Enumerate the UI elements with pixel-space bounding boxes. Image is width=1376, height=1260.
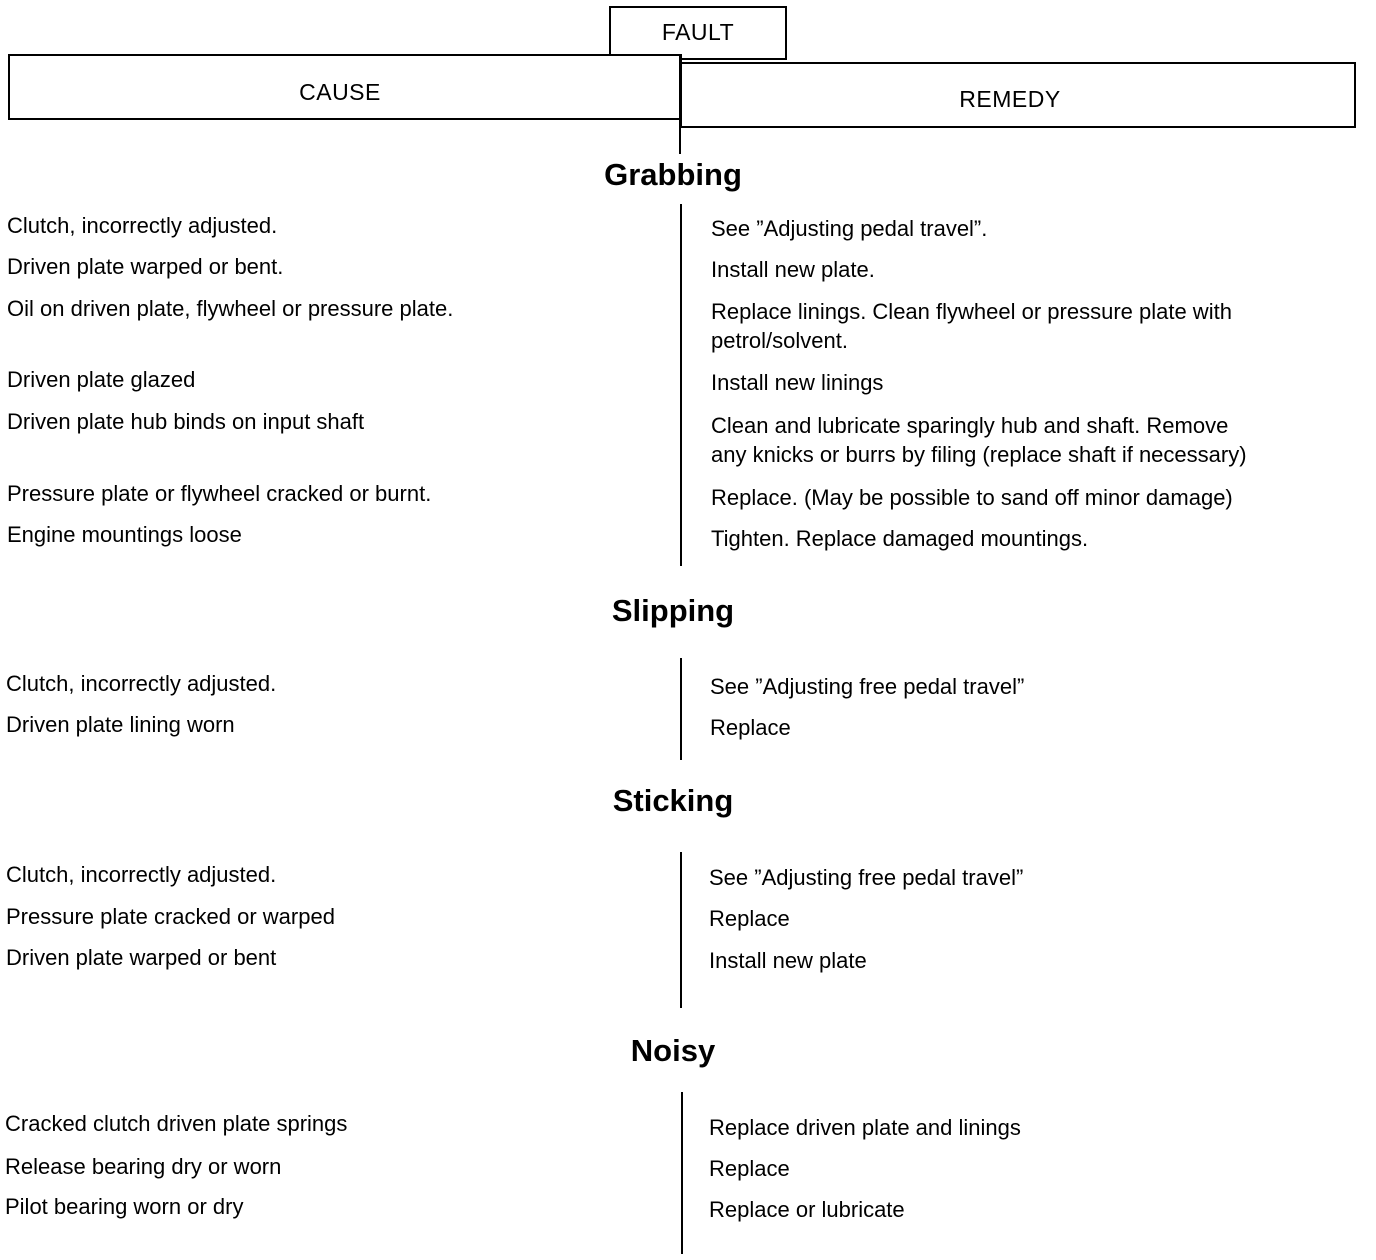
cause-text: Cracked clutch driven plate springs <box>5 1111 348 1136</box>
section-title-noisy: Noisy <box>630 1033 716 1068</box>
remedy-text: Replace <box>709 1156 790 1181</box>
cause-text: Driven plate warped or bent <box>6 945 277 970</box>
cause-text: Release bearing dry or worn <box>5 1154 282 1179</box>
cause-text: Driven plate hub binds on input shaft <box>7 409 365 434</box>
section-title-grabbing: Grabbing <box>604 157 742 192</box>
fault-header-label: FAULT <box>661 19 735 45</box>
cause-text: Driven plate warped or bent. <box>7 254 284 279</box>
cause-text: Pilot bearing worn or dry <box>5 1194 244 1219</box>
remedy-text: Tighten. Replace damaged mountings. <box>711 526 1089 551</box>
remedy-text: Replace <box>710 715 791 740</box>
remedy-text: Install new plate. <box>711 257 875 282</box>
section-title-slipping: Slipping <box>611 593 735 628</box>
remedy-text: See ”Adjusting free pedal travel” <box>709 865 1024 890</box>
remedy-text: See ”Adjusting free pedal travel” <box>710 674 1025 699</box>
remedy-text: Install new plate <box>709 948 867 973</box>
remedy-header-label: REMEDY <box>959 86 1061 112</box>
cause-text: Clutch, incorrectly adjusted. <box>6 862 277 887</box>
remedy-text: Replace or lubricate <box>709 1197 905 1222</box>
remedy-text: Replace driven plate and linings <box>709 1115 1021 1140</box>
remedy-text: Replace <box>709 906 790 931</box>
column-divider-slipping <box>680 658 682 760</box>
cause-text: Clutch, incorrectly adjusted. <box>7 213 278 238</box>
column-divider-sticking <box>680 852 682 1008</box>
header-divider <box>679 56 681 154</box>
remedy-text: Clean and lubricate sparingly hub and shaft. Remove any knicks or burrs by filing (replace shaft if necessary) <box>711 413 1247 467</box>
column-divider-noisy <box>681 1092 683 1254</box>
cause-text: Pressure plate cracked or warped <box>6 904 335 929</box>
cause-text: Driven plate glazed <box>7 367 196 392</box>
column-divider-grabbing <box>680 204 682 566</box>
remedy-text: Install new linings <box>711 370 884 395</box>
cause-text: Pressure plate or flywheel cracked or burnt. <box>7 481 432 506</box>
remedy-text: Replace linings. Clean flywheel or pressure plate with petrol/solvent. <box>711 299 1232 353</box>
remedy-text: Replace. (May be possible to sand off minor damage) <box>711 485 1233 510</box>
cause-header-label: CAUSE <box>299 79 381 105</box>
remedy-text: See ”Adjusting pedal travel”. <box>711 216 988 241</box>
cause-text: Engine mountings loose <box>7 522 242 547</box>
cause-text: Oil on driven plate, flywheel or pressure plate. <box>7 296 454 321</box>
section-title-sticking: Sticking <box>612 783 734 818</box>
cause-text: Driven plate lining worn <box>6 712 235 737</box>
cause-text: Clutch, incorrectly adjusted. <box>6 671 277 696</box>
